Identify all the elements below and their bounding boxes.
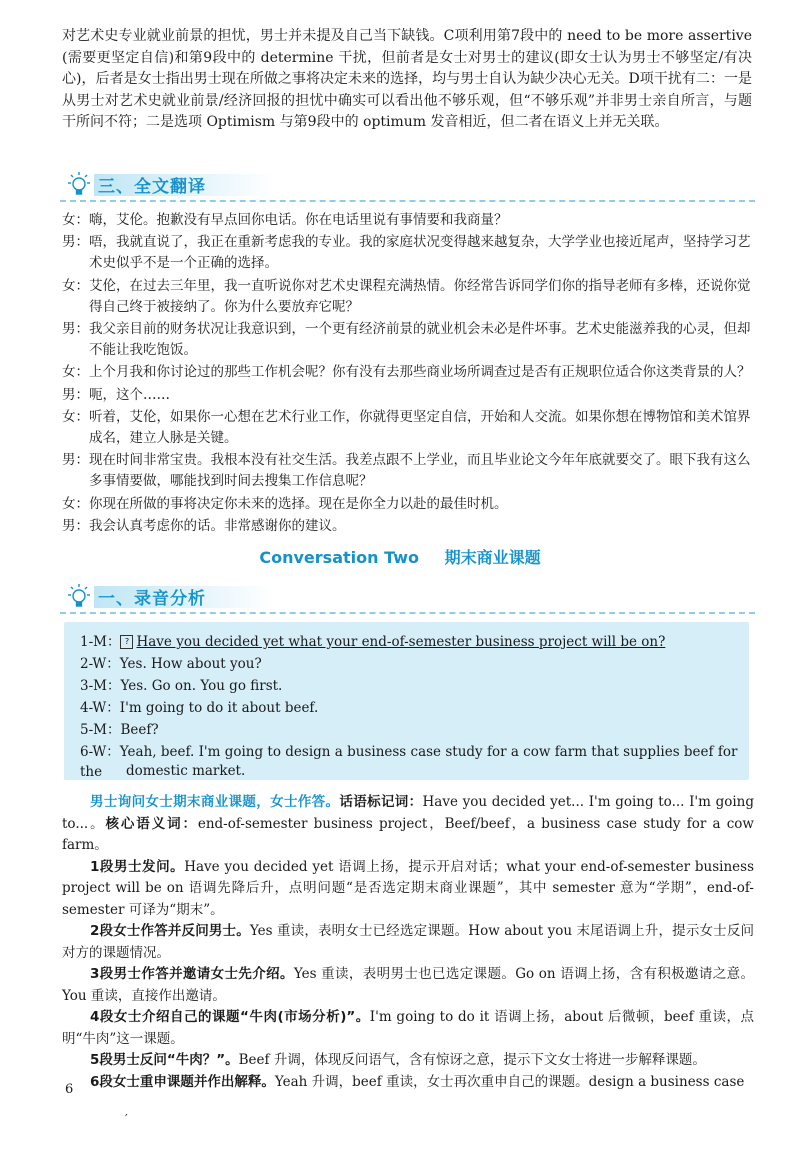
transcript-box bbox=[64, 622, 749, 780]
translation-line bbox=[62, 319, 754, 361]
translation-line bbox=[62, 385, 754, 406]
speaker-label: 男： bbox=[62, 386, 89, 403]
translation-block bbox=[62, 210, 754, 538]
transcript-text: Yes. Go on. You go first. bbox=[120, 678, 283, 694]
conversation-title bbox=[0, 545, 800, 568]
speaker-label: 女： bbox=[62, 408, 89, 425]
turn-label: 4-W： bbox=[80, 700, 120, 716]
turn-label: 6-W： bbox=[80, 744, 120, 760]
turn-label: 1-M： bbox=[80, 634, 121, 650]
speaker-label: 男： bbox=[62, 517, 89, 534]
paragraph-heading: 2段女士作答并反问男士。 bbox=[90, 923, 250, 939]
paragraph-heading: 3段男士作答并邀请女士先介绍。 bbox=[90, 966, 294, 982]
translation-line bbox=[62, 407, 754, 449]
question-mark-icon: ? bbox=[120, 635, 133, 649]
conversation-title-en: Conversation Two bbox=[259, 548, 420, 567]
transcript-text: Yeah, beef. I'm going to design a business case study for a cow farm that supplies beef for the bbox=[80, 744, 738, 780]
analysis-paragraph bbox=[62, 1007, 754, 1050]
translation-text: 听着，艾伦，如果你一心想在艺术行业工作，你就得更坚定自信，开始和人交流。如果你想在博物馆和美术馆界成名，建立人脉是关键。 bbox=[89, 408, 751, 447]
analysis-paragraph bbox=[62, 921, 754, 964]
paragraph-text: Yes 重读，表明男士也已选定课题。Go on 语调上扬，含有积极邀请之意。You 重读，直接作出邀请。 bbox=[62, 966, 754, 1004]
summary-highlight: 男士询问女士期末商业课题，女士作答。 bbox=[90, 794, 340, 810]
conversation-title-zh: 期末商业课题 bbox=[444, 548, 541, 567]
transcript-text: I'm going to do it about beef. bbox=[119, 700, 319, 716]
intro-paragraph bbox=[62, 26, 752, 134]
transcript-text: domestic market. bbox=[126, 763, 246, 779]
paragraph-heading: 4段女士介绍自己的课题“牛肉(市场分析)”。 bbox=[90, 1009, 370, 1025]
translation-text: 嗨，艾伦。抱歉没有早点回你电话。你在电话里说有事情要和我商量？ bbox=[89, 212, 508, 228]
speaker-label: 男： bbox=[62, 321, 89, 338]
analysis-block bbox=[62, 792, 754, 1093]
footer-mark: ′ bbox=[125, 1112, 128, 1126]
section-heading-translation bbox=[60, 168, 755, 202]
transcript-line bbox=[126, 761, 245, 781]
paragraph-text: Have you decided yet 语调上扬，提示开启对话；what your end-of-semester business project will be on 语调先降后升，点明问题“是否选定期末商业课题”，其中 semester 意为“学期”，end-of-semester 可译为“期末”。 bbox=[62, 858, 754, 918]
speaker-label: 女： bbox=[62, 495, 89, 512]
analysis-paragraph bbox=[62, 857, 754, 922]
speaker-label: 女： bbox=[62, 277, 89, 294]
analysis-paragraphs bbox=[62, 857, 754, 1094]
translation-line bbox=[62, 494, 754, 515]
markers-label: 话语标记词： bbox=[339, 794, 423, 810]
transcript-line bbox=[80, 676, 282, 696]
translation-text: 现在时间非常宝贵。我根本没有社交生活。我差点跟不上学业，而且毕业论文今年年底就要交了。眼下我有这么多事情要做，哪能找到时间去搜集工作信息呢？ bbox=[89, 452, 751, 490]
translation-text: 你现在所做的事将决定你未来的选择。现在是你全力以赴的最佳时机。 bbox=[89, 495, 508, 512]
speaker-label: 女： bbox=[62, 364, 89, 381]
markers-text: Have you decided yet... I'm going to... I'm going to...。 bbox=[62, 794, 755, 832]
analysis-paragraph bbox=[62, 1072, 754, 1094]
transcript-line bbox=[80, 698, 318, 718]
heading-text: 三、全文翻译 bbox=[98, 177, 206, 197]
paragraph-text: I'm going to do it 语调上扬，about 后微顿，beef 重读，点明“牛肉”这一课题。 bbox=[62, 1009, 754, 1047]
lightbulb-icon bbox=[64, 582, 94, 612]
translation-line bbox=[62, 210, 754, 231]
translation-line bbox=[62, 232, 754, 274]
translation-line bbox=[62, 362, 754, 383]
lightbulb-icon bbox=[64, 170, 94, 200]
translation-line bbox=[62, 516, 754, 537]
paragraph-text: Yes 重读，表明女士已经选定课题。How about you 末尾语调上升，提示女士反问对方的课题情况。 bbox=[62, 923, 754, 961]
page-number: 6 bbox=[65, 1082, 74, 1097]
speaker-label: 男： bbox=[62, 452, 89, 469]
turn-label: 2-W： bbox=[80, 656, 120, 672]
translation-text: 呃，这个…… bbox=[89, 386, 170, 403]
translation-line bbox=[62, 450, 754, 492]
transcript-text: Yes. How about you? bbox=[119, 656, 262, 672]
translation-text: 我会认真考虑你的话。非常感谢你的建议。 bbox=[89, 517, 346, 534]
paragraph-text: Yeah 升调，beef 重读，女士再次重申自己的课题。design a business case bbox=[274, 1073, 745, 1090]
keywords-label: 核心语义词： bbox=[105, 815, 198, 832]
transcript-text: Have you decided yet what your end-of-semester business project will be on? bbox=[136, 634, 666, 650]
translation-text: 上个月我和你讨论过的那些工作机会呢？你有没有去那些商业场所调查过是否有正规职位适合你这类背景的人？ bbox=[89, 364, 751, 381]
analysis-paragraph bbox=[62, 1050, 754, 1072]
transcript-line bbox=[80, 632, 665, 652]
turn-label: 5-M： bbox=[80, 722, 121, 738]
analysis-paragraph bbox=[62, 964, 754, 1007]
transcript-text: Beef? bbox=[120, 722, 159, 738]
translation-line bbox=[62, 276, 754, 318]
translation-text: 艾伦，在过去三年里，我一直听说你对艺术史课程充满热情。你经常告诉同学们你的指导老师有多棒，还说你觉得自己终于被接纳了。你为什么要放弃它呢？ bbox=[89, 277, 751, 315]
paragraph-heading: 6段女士重申课题并作出解释。 bbox=[90, 1073, 275, 1090]
paragraph-heading: 1段男士发问。 bbox=[90, 858, 185, 875]
analysis-summary bbox=[62, 792, 754, 857]
turn-label: 3-M： bbox=[80, 678, 121, 694]
transcript-line bbox=[80, 654, 262, 674]
paragraph-text: Beef 升调，体现反问语气，含有惊讶之意，提示下文女士将进一步解释课题。 bbox=[238, 1052, 706, 1068]
paragraph-heading: 5段男士反问“牛肉？”。 bbox=[90, 1052, 239, 1068]
section-heading-recording-analysis bbox=[60, 580, 755, 614]
heading-text: 一、录音分析 bbox=[98, 589, 206, 609]
intro-text: 对艺术史专业就业前景的担忧，男士并未提及自己当下缺钱。C项利用第7段中的 need to be more assertive (需要更坚定自信)和第9段中的 determine 干扰，但前者是女士对男士的建议(即女士认为男士不够坚定/有决心)，后者是女士指出男士现在所做之事将决定未来的选择，均与男士自认为缺少决心无关。D项干扰有二：一是从男士对艺术史就业前景/经济回报的担忧中确实可以看出他不够乐观，但“不够乐观”并非男士亲自所言，与题干所问不符；二是选项 Optimism 与第9段中的 optimum 发音相近，但二者在语义上并无关联。 bbox=[62, 28, 752, 130]
translation-text: 唔，我就直说了，我正在重新考虑我的专业。我的家庭状况变得越来越复杂，大学学业也接近尾声，坚持学习艺术史似乎不是一个正确的选择。 bbox=[89, 234, 751, 272]
transcript-line bbox=[80, 720, 159, 740]
keywords-text: end-of-semester business project，Beef/beef，a business case study for a cow farm。 bbox=[62, 815, 754, 853]
speaker-label: 女： bbox=[62, 212, 89, 228]
speaker-label: 男： bbox=[62, 234, 89, 251]
translation-text: 我父亲目前的财务状况让我意识到，一个更有经济前景的就业机会未必是件坏事。艺术史能滋养我的心灵，但却不能让我吃饱饭。 bbox=[89, 321, 751, 359]
